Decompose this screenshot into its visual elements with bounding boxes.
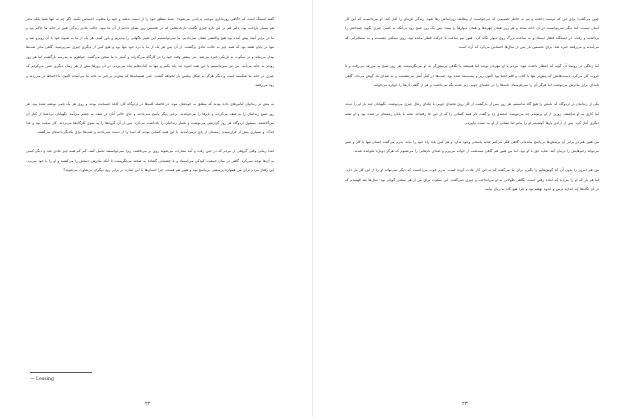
paragraph: اما زندگی در روستا آن گونه که انتظار داشت نبود. مردم با او مهربان بودند اما همیشه با نگاهی پرسش‌گر به او می‌نگریستند. هر روز صبح به مزرعه می‌رفت و تا غروب کار می‌کرد. دست‌هایش که پیش‌تر تنها با کتاب و قلم آشنا بود اکنون زبر و پینه‌بسته شده بود. شب‌ها در کنار آتش می‌نشست و به صدای باد گوش می‌داد. گاهی نامه‌ای برای مادرش می‌نوشت اما هرگز آن را نمی‌فرستاد. نامه‌ها را در جعبه‌ای چوبی زیر تخت نگه می‌داشت و هر از گاهی آن‌ها را دوباره می‌خواند.: [345, 64, 599, 88]
paragraph: به بیش تر زندانیان لباس‌های داده بودند که متعلق به خودشان نبود. در فاصله کلبه‌ها در اردوگاه کار، کاغذ چسبانده بودند و روی هر یک نامی نوشته شده بود. هر روز صبح زندانیان را به صف می‌کردند و نام‌ها را می‌خواندند. برخی دیگر پاسخ نمی‌دادند و جای خالی آنان در صف به چشم می‌آمد. نگهبانان بی‌اعتنا از کنار آن می‌گذشتند. مسئول اردوگاه هر روز گزارشی می‌نوشت و شمار زندانیان را یادداشت می‌کرد. پس از آن گروه‌ها را به سوی کارگاه‌ها می‌بردند. کار سخت بود و غذا اندک، و بسیاری پیش از فرارسیدن زمستان از پای درمی‌آمدند. با این همه کسانی بودند که امید را از دست نمی‌دادند و شب‌ها برای یکدیگر داستان می‌گفتند.: [26, 102, 274, 135]
paragraph: یکی از زندانیان در اردوگاه که نامش را هیچ گاه ندانستم، هر روز پس از بازگشت از کار روی تخته‌ای چوبی با تکه‌ای زغال چیزی می‌نوشت. نگهبانان چند بار او را دیدند اما کاری به او نداشتند. روزی از او پرسیدم چه می‌نویسد. لبخندی زد و گفت نام همه کسانی را که از این جا رفته‌اند. تخته تا پایان زمستان پر شده بود و او تخته دیگری آغاز کرد. پس از آزادی بارها کوشیدم او را بیابم اما نشانی از او به دست نیاوردم.: [345, 102, 599, 125]
page-number: ۲۳: [462, 401, 468, 407]
paragraph: ابتدا زمانی وقتی گروهی از مردم که در حین رفت و آمد مجازات می‌شوند روی بر می‌تافتند، زیرا نمی‌توانستند تحمل کنند. کم کم همه چیز عادی شد و دیگر کسی به آن‌ها توجه نمی‌کرد. گاهی در میان جمعیت کودکی می‌ایستاد و با چشمانی گشاده به صحنه می‌نگریست تا آنکه مادرش دستش را می‌کشید و او را با خود می‌برد. این رفتار مردم برای من همواره پرسشی بی‌پاسخ بود و هنوز هم هست. چرا انسان‌ها تا این اندازه در برابر رنج دیگران بی‌تفاوت می‌شوند؟: [26, 149, 274, 173]
footnote-divider: [30, 372, 92, 373]
paragraph: من هنوز هم در برابر آن پرسش‌ها بی‌پاسخ مانده‌ام. گاهی فکر می‌کنم شاید پاسخی وجود ندارد و هر کس باید راه خود را بیابد. پدرم می‌گفت انسان تنها با کار و صبر می‌تواند زخم‌هایش را درمان کند. شاید حق با او بود. اما من هنوز هم گاهی نیمه‌شب از خواب می‌پرم و صدای نام‌هایی را می‌شنوم که هرگز دوباره نخوانده شدند.: [345, 139, 599, 154]
paragraph: من هم امروز را بدون آن که گوش‌هایم را بگیرم برای ما می‌گفت که به این کار عادت کرده است. پدرم خوب می‌دانست که دیگر نمی‌تواند او را از این کار باز دارد. اما هر بار که او را می‌دید که آماده رفتن است، نگاهی طولانی به او می‌انداخت و چیزی نمی‌گفت. این سکوت برای من از هر سخنی گویاتر بود. سال‌ها بعد فهمیدم که در آن نگاه‌ها چه اندازه ترس و اندوه نهفته بود و چرا هیچ گاه به زبان نیامد.: [345, 168, 599, 192]
right-page-text: [345, 15, 599, 195]
page-number: ۲۲: [145, 401, 151, 407]
left-page-text: [26, 15, 274, 176]
footnote: — Lessing: [30, 377, 54, 382]
paragraph: گفته لسینگ است که «گاهی روزه‌داری موجب بی‌ادبی می‌شود». شما منطق خود را از دست ندهید و خود را مغلوب احساس نکنید. اگر چه نه تنها شما بلکه مادر هم بسیار ناراحت بود. دکتر هم در این باره چیزی نگفت. بازتاب‌هایی که در نخستین روز نشان دادیم از آن ما نبود. حالت عادی زندگی هنوز بر خانه ما حاکم بود و ما در برابر آنچه پیش آمده بود هیچ واکنشی نشان نمی‌دادیم. ما نمی‌توانستیم این تغییر ناگهانی را بپذیریم و باور کنیم. هر یک از ما به شیوه خود با آن روبرو شد و تنها در پایان هفته بود که همه چیز به حالت عادی برگشت. از آن پس هر یک از ما با درد خود تنها بود و هیچ کس از دیگری چیزی نمی‌پرسید. گاهی مادر شب‌ها بیدار می‌ماند و در سکوت به تاریکی خیره می‌شد. پدر بیشتر وقت خود را در کارگاه می‌گذراند و کمتر با ما سخن می‌گفت. خواهرم به مدرسه بازگشت اما هر روز زودتر به خانه می‌آمد. من نیز نمی‌دانستم با این همه اندوه چه باید بکنم و تنها به کتاب‌هایم پناه می‌بردم. در آن روزها بیش از هر زمان دیگری حس می‌کردم که چیزی در خانه ما شکسته است و دیگر هرگز به شکل پیشین باز نخواهد گشت. حتی همسایه‌ها که پیش‌تر بی‌خبر به خانه ما می‌آمدند اکنون با احتیاط در می‌زدند و زود می‌رفتند.: [26, 17, 274, 88]
right-page: [313, 0, 626, 417]
paragraph: چنین می‌گفت؛ برای این که دوست داشت و نیز به خاطر تصمیمی که می‌خواست از وظایف روزانه‌اش رها شود، زندگی تازه‌ای را آغاز کند. او می‌دانست که این کار آسان نیست. اما دیگر نمی‌توانست در آن خانه بماند و هر روز همان چهره‌ها و همان دیوارها را ببیند. پس یک روز صبح زود بی‌آنکه به کسی چیزی بگوید چمدانش را برداشت و رفت. در ایستگاه قطار ایستاد و به ساعت بزرگ روی دیوار نگاه کرد. هنوز نیم ساعت تا حرکت قطار مانده بود. روی نیمکتی نشست و به مسافرانی که می‌آمدند و می‌رفتند خیره شد. برای نخستین بار پس از سال‌ها احساس می‌کرد که آزاد است.: [345, 17, 599, 50]
